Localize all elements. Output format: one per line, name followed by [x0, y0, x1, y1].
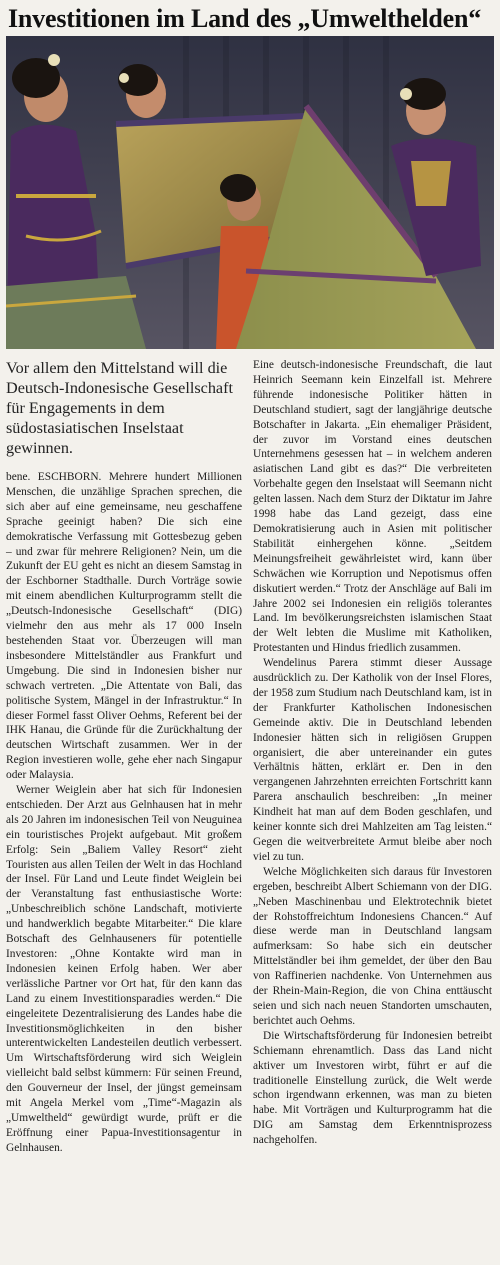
- headline: Investitionen im Land des „Umwelthelden“: [8, 4, 482, 33]
- article-paragraph: bene. ESCHBORN. Mehrere hundert Millionen Menschen, die unzählige Sprachen sprechen, die sich aber auf eine gemeinsame, neu geschaffene Sprache geeinigt haben? Die sich eine demokratische Verfassung mit Gottesbezug geben – und zwar für mehrere Religionen? Nein, um die Zukunft der EU geht es nicht an diesem Samstag in der Eschborner Stadthalle. Durch Vorträge sowie mit einem abendlichen Kulturprogramm stellt die „Deutsch-Indonesische Gesellschaft“ (DIG) vielmehr den aus mehr als 17 000 Inseln bestehenden Staat vor. Überzeugen will man insbesondere Mittelständler aus Frankfurt und Umgebung. Die sind in Indonesien bisher nur schwach vertreten. „Die Attentate von Bali, das politische System, Mängel in der Infrastruktur.“ In dieser Formel fasst Oliver Oehms, Referent bei der IHK Hanau, die Gründe für die Zurückhaltung der deutschen Wirtschaft zusammen. Wer in der Region investieren wolle, gehe eher nach Singapur oder Malaysia.: [6, 471, 242, 782]
- article-column-right: [253, 358, 492, 1148]
- article-paragraph: Werner Weiglein aber hat sich für Indonesien entschieden. Der Arzt aus Gelnhausen hat in mehr als 20 Jahren im indonesischen Teil von Neuguinea ein touristisches Projekt aufgebaut. Mit großem Erfolg: Sein „Baliem Valley Resort“ zieht Touristen aus allen Teilen der Welt in das Hochland der Insel. Für Land und Leute findet Weiglein bei der Veranstaltung fast enthusiastische Worte: „Unbeschreiblich schöne Landschaft, motivierte und handwerklich begabte Mitarbeiter.“ Die klare Botschaft des Gelnhauseners für potentielle Investoren: „Ohne Kontakte wird man in Indonesien keinen Erfolg haben. Wer aber verlässliche Partner vor Ort hat, für den kann das Land zu einem Investitionsparadies werden.“ Die eingeleitete Dezentralisierung des Landes habe die Investitionsmöglichkeiten in den bisher unterentwickelten Landesteilen deutlich verbessert. Um Wirtschaftsförderung wird sich Weiglein vielleicht bald selbst kümmern: Für seinen Freund, den Gouverneur der Insel, der jüngst gemeinsam mit Angela Merkel vom „Time“-Magazin als „Umweltheld“ gewürdigt wurde, prüft er die Eröffnung einer Papua-Investitionsagentur in Gelnhausen.: [6, 784, 242, 1154]
- lead-paragraph: Vor allem den Mittelstand will die Deutsch-Indonesische Gesellschaft für Engagements in dem südostasiatischen Inselstaat gewinnen.: [6, 359, 233, 457]
- dancers-photo: [6, 36, 494, 349]
- article-paragraph: Eine deutsch-indonesische Freundschaft, die laut Heinrich Seemann kein Einzelfall ist. Mehrere führende indonesische Politiker hätten in Deutschland studiert, sagt der langjährige deutsche Botschafter in Jakarta. „Ein ehemaliger Präsident, der zuvor im Vorstand eines deutschen Unternehmens gesessen hat – in welchem anderen asiatischen Land gibt es das?“ Die verbreiteten Vorbehalte gegen den Inselstaat will Seemann nicht gelten lassen. Nach dem Sturz der Diktatur im Jahre 1998 habe das Land gezeigt, dass eine Demokratisierung auch in Asien mit politischer Stabilität einhergehen könne. „Seitdem Meinungsfreiheit gewährleistet wird, kann über Schwächen wie Korruption und Nepotismus offen diskutiert werden.“ Trotz der Anschläge auf Bali im Jahre 2002 sei Indonesien ein religiös tolerantes Land. Im bevölkerungsreichsten islamischen Staat der Welt lebten die Muslime mit Katholiken, Protestanten und Hindus friedlich zusammen.: [253, 359, 492, 655]
- article-paragraph: Wendelinus Parera stimmt dieser Aussage ausdrücklich zu. Der Katholik von der Insel Flores, der 1958 zum Studium nach Deutschland kam, ist in der Frankfurter Katholischen Indonesischen Gemeinde aktiv. Die in Deutschland lebenden Indonesier hätten sich in religiösen Gruppen organisiert, die aber untereinander ein gutes Verhältnis hätten, erklärt er. Den in den vergangenen Jahrzehnten erreichten Fortschritt kann Parera anschaulich beschreiben: „In meiner Kindheit hat man auf dem Boden geschlafen, und keiner konnte sich drei Mahlzeiten am Tag leisten.“ Gegen die weitverbreitete Armut bleibe aber noch viel zu tun.: [253, 657, 492, 863]
- article-column-left: [6, 470, 242, 1156]
- article-paragraph: Welche Möglichkeiten sich daraus für Investoren ergeben, beschreibt Albert Schiemann von der DIG. „Neben Maschinenbau und Elektrotechnik bietet der Rohstoffreichtum Indonesiens Chancen.“ Auf diese werde man in Deutschland langsam aufmerksam: So habe sich ein deutscher Mittelständler bei ihm gemeldet, der über den Bau von Raffinerien nachdenke. Von Unternehmen aus der Rhein-Main-Region, die von China enttäuscht seien und sich nach neuen Standorten umschauten, berichtet auch Oehms.: [253, 865, 492, 1027]
- article-paragraph: Die Wirtschaftsförderung für Indonesien betreibt Schiemann ehrenamtlich. Dass das Land nicht aktiver um Investoren wirbt, führt er auf die traditionelle Einstellung zurück, die Welt werde schon irgendwann erkennen, was man zu bieten habe. Mit Vorträgen und Kulturprogramm hat die DIG am Samstag dem Erkenntnisprozess nachgeholfen.: [253, 1029, 492, 1147]
